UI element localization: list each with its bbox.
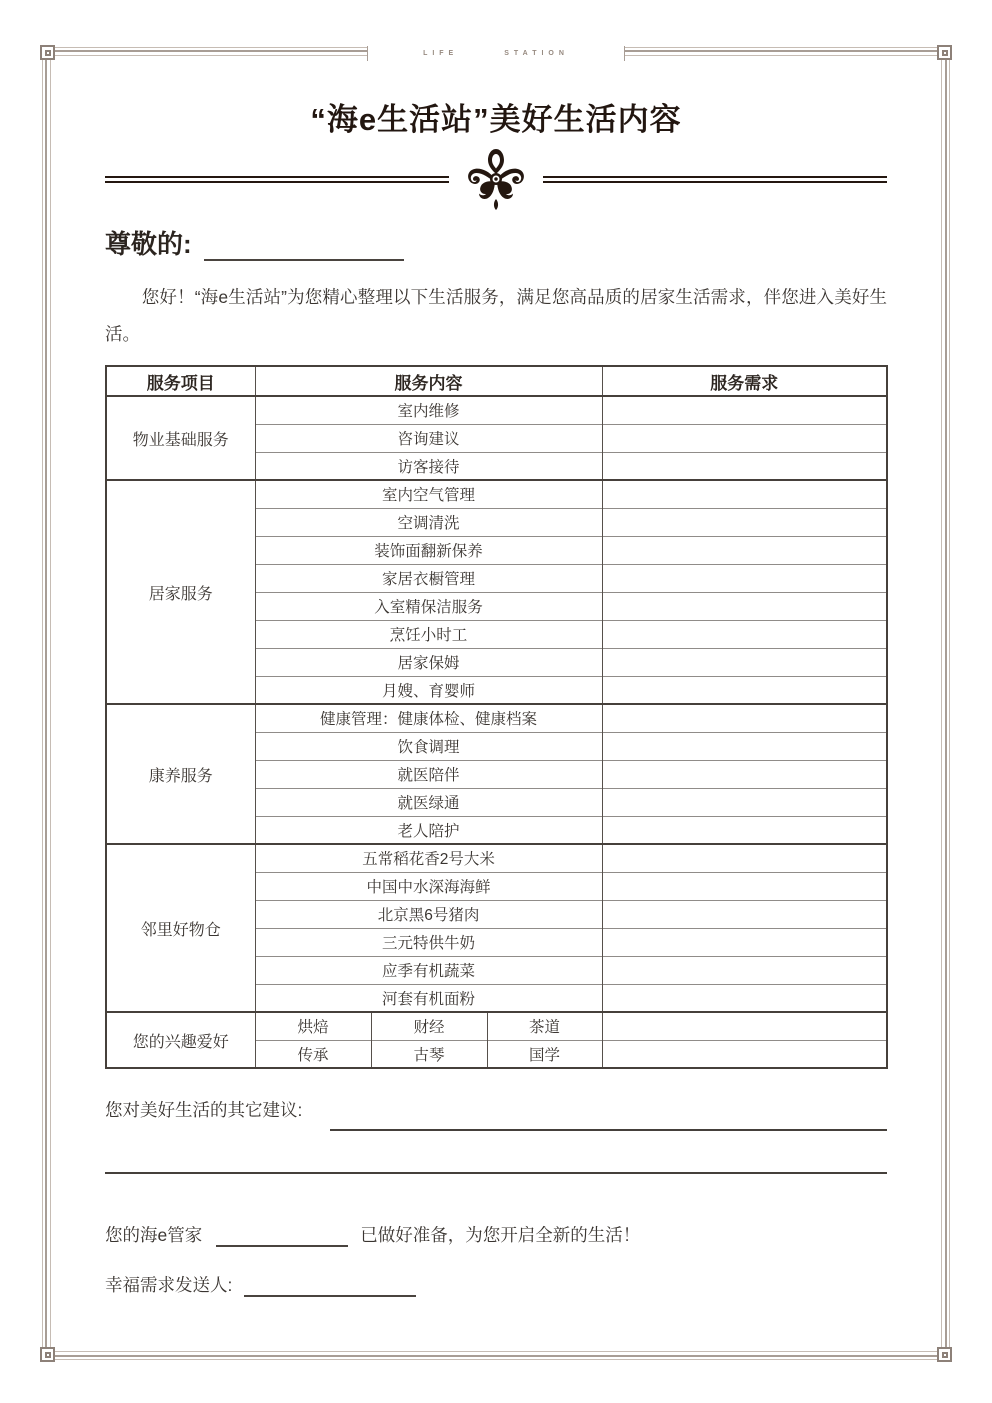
service-content: 居家保姆 — [255, 648, 602, 676]
interest-option-cell: 烘焙 — [255, 1012, 371, 1040]
butler-name-field[interactable] — [216, 1230, 348, 1248]
brand-label-station: STATION — [504, 50, 569, 57]
interest-option-cell: 茶道 — [487, 1012, 602, 1040]
butler-sentence — [105, 1222, 640, 1247]
service-need-cell[interactable] — [602, 396, 887, 424]
service-content: 入室精保洁服务 — [255, 592, 602, 620]
interest-option-cell: 财经 — [371, 1012, 487, 1040]
service-need-cell[interactable] — [602, 956, 887, 984]
sender-line — [105, 1272, 416, 1297]
service-need-cell[interactable] — [602, 592, 887, 620]
sender-name-field[interactable] — [244, 1280, 416, 1298]
service-category: 邻里好物仓 — [106, 844, 255, 1012]
service-need-cell[interactable] — [602, 620, 887, 648]
butler-prefix: 您的海e管家 — [105, 1225, 203, 1245]
col-header-item: 服务项目 — [106, 366, 255, 396]
corner-ornament-icon — [40, 45, 55, 60]
service-content: 饮食调理 — [255, 732, 602, 760]
service-content: 应季有机蔬菜 — [255, 956, 602, 984]
corner-ornament-icon — [937, 45, 952, 60]
services-table — [105, 365, 888, 1069]
salutation-name-field[interactable] — [204, 243, 404, 261]
divider-line-right — [543, 176, 887, 183]
butler-suffix: 已做好准备，为您开启全新的生活！ — [360, 1225, 641, 1245]
brand-label-life: LIFE — [423, 50, 459, 57]
col-header-content: 服务内容 — [255, 366, 602, 396]
service-need-cell[interactable] — [602, 760, 887, 788]
service-content: 访客接待 — [255, 452, 602, 480]
ornament-divider — [105, 148, 887, 214]
service-need-cell[interactable] — [602, 984, 887, 1012]
service-need-cell[interactable] — [602, 816, 887, 844]
service-need-cell[interactable] — [602, 872, 887, 900]
col-header-need: 服务需求 — [602, 366, 887, 396]
service-need-cell[interactable] — [602, 424, 887, 452]
service-need-cell[interactable] — [602, 788, 887, 816]
brand-label — [367, 46, 625, 61]
service-need-cell[interactable] — [602, 508, 887, 536]
service-content: 就医陪伴 — [255, 760, 602, 788]
interest-option-cell: 古琴 — [371, 1040, 487, 1068]
service-content: 河套有机面粉 — [255, 984, 602, 1012]
divider-line-left — [105, 176, 449, 183]
suggestions-field-line-2[interactable] — [105, 1149, 887, 1174]
service-need-cell[interactable] — [602, 536, 887, 564]
service-category: 居家服务 — [106, 480, 255, 704]
service-content: 装饰面翻新保养 — [255, 536, 602, 564]
service-category: 物业基础服务 — [106, 396, 255, 480]
service-content: 室内空气管理 — [255, 480, 602, 508]
corner-ornament-icon — [40, 1347, 55, 1362]
service-category: 您的兴趣爱好 — [106, 1012, 255, 1068]
service-content: 烹饪小时工 — [255, 620, 602, 648]
service-need-cell[interactable] — [602, 564, 887, 592]
intro-paragraph: 您好！“海e生活站”为您精心整理以下生活服务，满足您高品质的居家生活需求，伴您进入美好生活。 — [105, 287, 887, 344]
corner-ornament-icon — [937, 1347, 952, 1362]
service-need-cell[interactable] — [602, 900, 887, 928]
service-category: 康养服务 — [106, 704, 255, 844]
service-content: 就医绿通 — [255, 788, 602, 816]
service-need-cell[interactable] — [602, 676, 887, 704]
service-need-cell[interactable] — [602, 1040, 887, 1068]
service-content: 空调清洗 — [255, 508, 602, 536]
salutation-label: 尊敬的: — [105, 229, 192, 259]
service-need-cell[interactable] — [602, 480, 887, 508]
suggestions-field-line-1[interactable] — [330, 1106, 887, 1131]
sender-label: 幸福需求发送人: — [105, 1275, 233, 1295]
service-content: 中国中水深海海鲜 — [255, 872, 602, 900]
interest-option-cell: 国学 — [487, 1040, 602, 1068]
service-content: 咨询建议 — [255, 424, 602, 452]
service-need-cell[interactable] — [602, 452, 887, 480]
interest-option-cell: 传承 — [255, 1040, 371, 1068]
service-need-cell[interactable] — [602, 928, 887, 956]
service-need-cell[interactable] — [602, 704, 887, 732]
page-title: “海e生活站”美好生活内容 — [310, 102, 682, 137]
service-content: 家居衣橱管理 — [255, 564, 602, 592]
service-need-cell[interactable] — [602, 1012, 887, 1040]
fleur-ornament-icon — [467, 148, 525, 214]
service-content: 五常稻花香2号大米 — [255, 844, 602, 872]
service-content: 月嫂、育婴师 — [255, 676, 602, 704]
service-content: 三元特供牛奶 — [255, 928, 602, 956]
service-content: 老人陪护 — [255, 816, 602, 844]
service-need-cell[interactable] — [602, 648, 887, 676]
service-need-cell[interactable] — [602, 732, 887, 760]
service-need-cell[interactable] — [602, 844, 887, 872]
service-content: 北京黑6号猪肉 — [255, 900, 602, 928]
suggestions-label: 您对美好生活的其它建议: — [105, 1100, 303, 1120]
service-content: 室内维修 — [255, 396, 602, 424]
service-content: 健康管理：健康体检、健康档案 — [255, 704, 602, 732]
